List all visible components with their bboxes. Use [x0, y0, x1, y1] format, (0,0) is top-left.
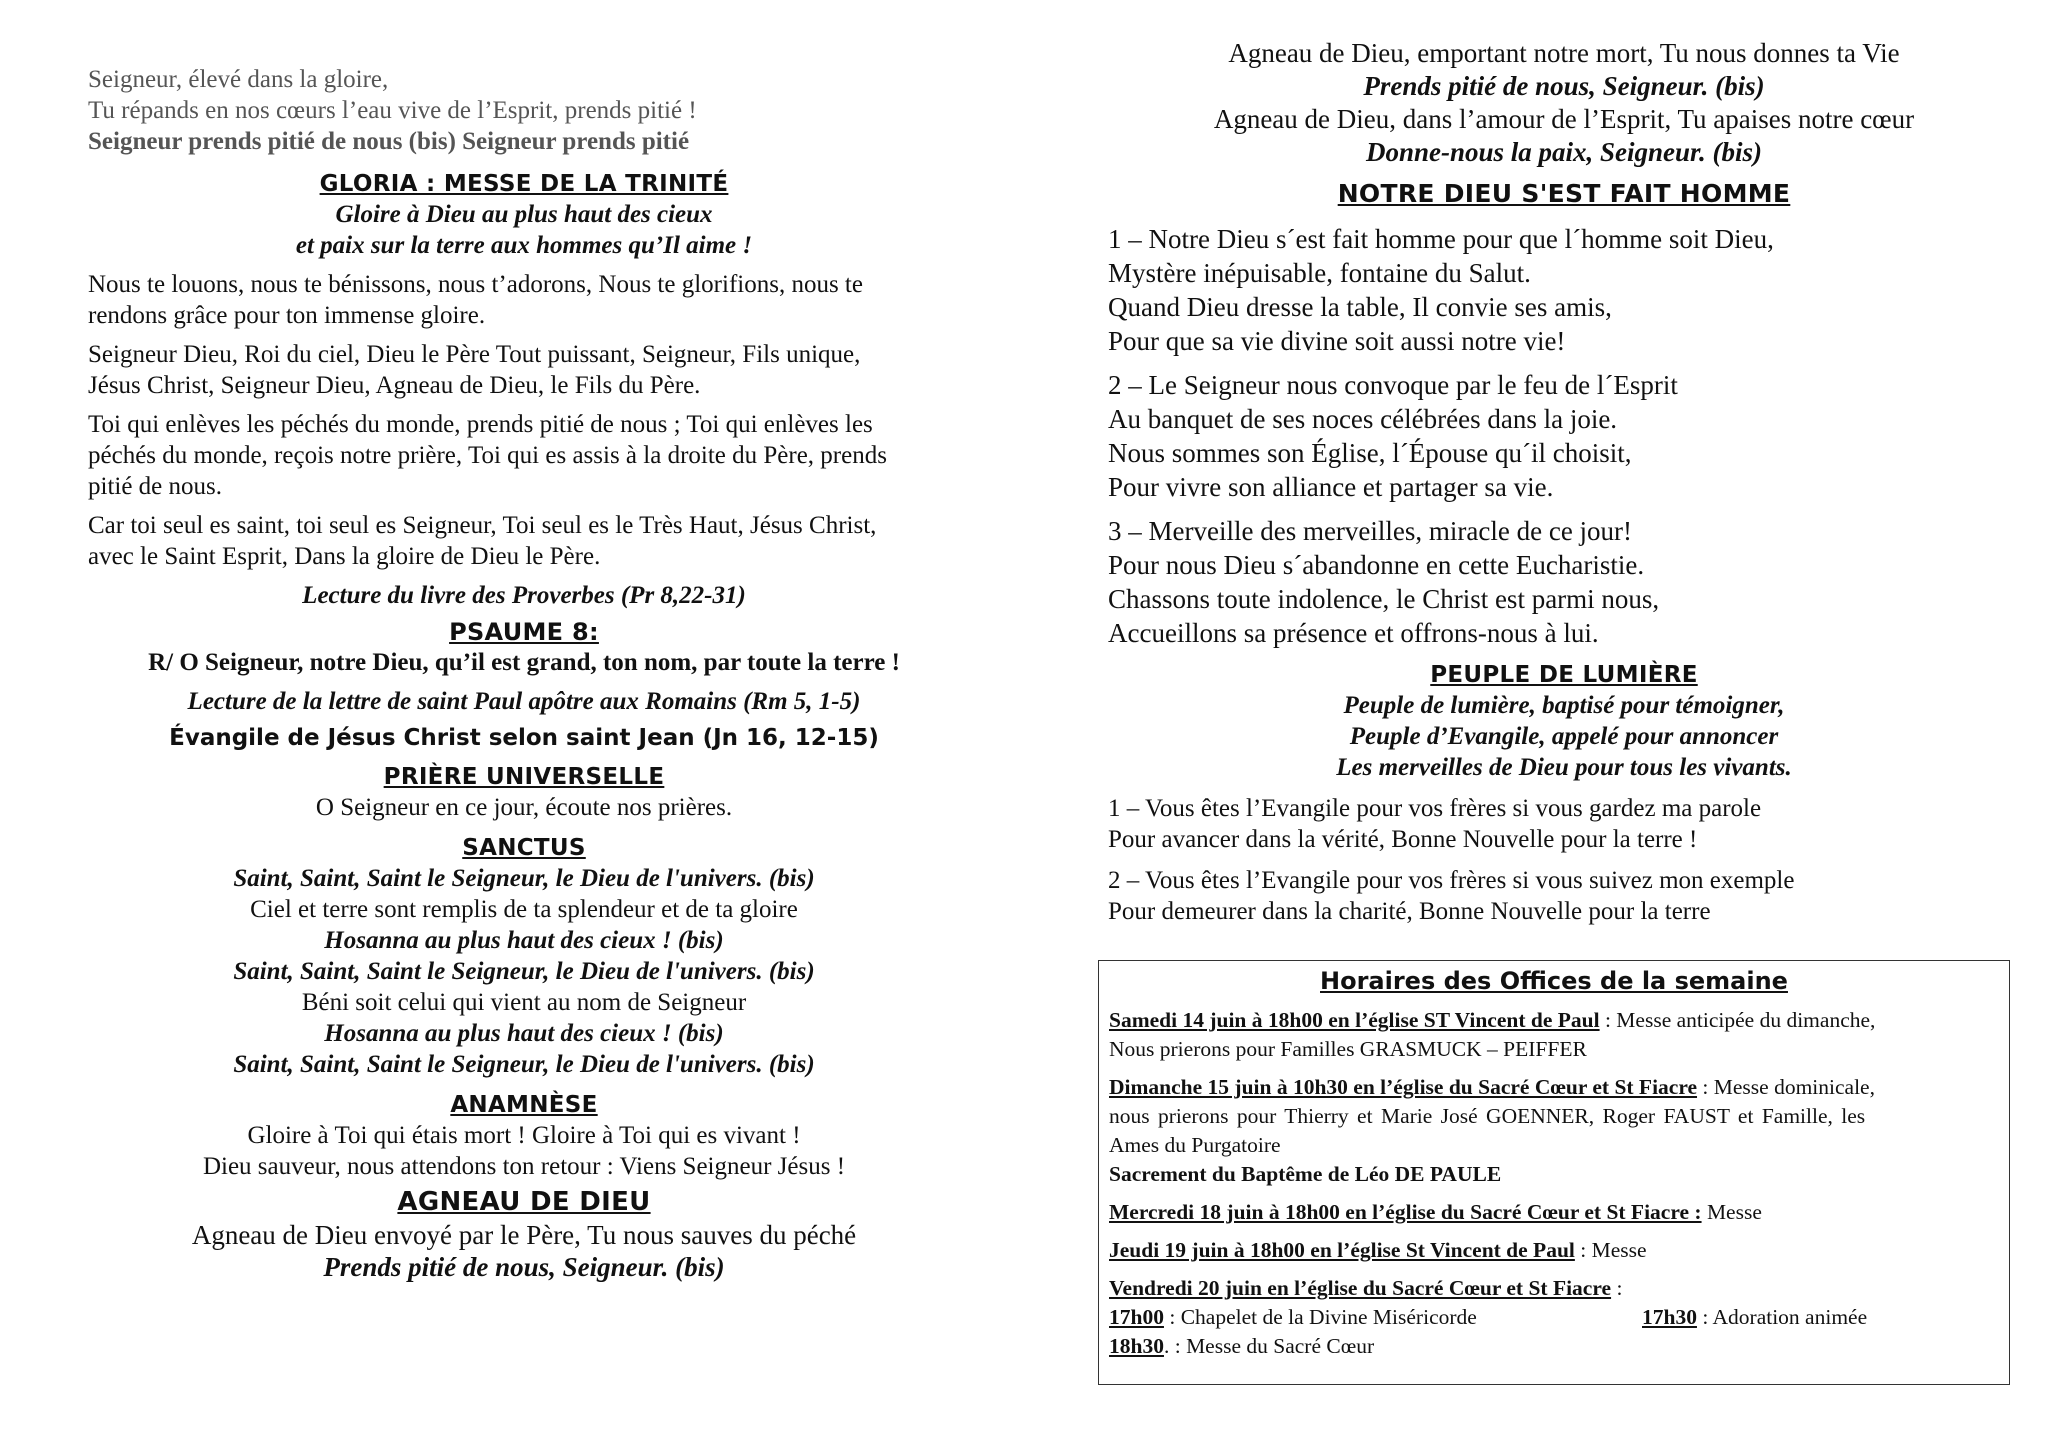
schedule-text: : Chapelet de la Divine Miséricorde [1163, 1305, 1477, 1329]
gloria-para [88, 339, 960, 401]
verse-line: 2 – Vous êtes l’Evangile pour vos frères si vous suivez mon exemple [1108, 867, 1795, 894]
anamnese-title: ANAMNÈSE [450, 1092, 598, 1118]
schedule-text: Sacrement du Baptême de Léo DE PAULE [1109, 1162, 1502, 1186]
peuple-title: PEUPLE DE LUMIÈRE [1430, 662, 1698, 688]
verse-line: Pour que sa vie divine soit aussi notre vie! [1108, 326, 1566, 356]
schedule-text: : Messe [1574, 1238, 1647, 1262]
verse-line: 3 – Merveille des merveilles, miracle de ce jour! [1108, 516, 1633, 546]
gloria-title: GLORIA : MESSE DE LA TRINITÉ [319, 171, 729, 197]
priere-title: PRIÈRE UNIVERSELLE [383, 764, 665, 790]
agneau-line: Agneau de Dieu, emportant notre mort, Tu nous donnes ta Vie [1228, 38, 1900, 68]
lecture-1: Lecture du livre des Proverbes (Pr 8,22-31) [302, 582, 746, 609]
schedule-saturday [1109, 1006, 1999, 1064]
schedule-text: : [1611, 1276, 1623, 1300]
anamnese-line: Gloire à Toi qui étais mort ! Gloire à Toi qui es vivant ! [247, 1122, 801, 1149]
verse-line: Mystère inépuisable, fontaine du Salut. [1108, 258, 1531, 288]
evangile: Évangile de Jésus Christ selon saint Jean (Jn 16, 12-15) [169, 725, 879, 751]
notre-dieu-verse-3 [1108, 514, 2020, 650]
peuple-verse-1 [1108, 793, 2020, 855]
schedule-heading: Jeudi 19 juin à 18h00 en l’église St Vincent de Paul [1109, 1238, 1575, 1262]
horaires-title: Horaires des Offices de la semaine [1320, 967, 1788, 995]
horaires-box [1098, 960, 2010, 1385]
schedule-thursday [1109, 1236, 1999, 1265]
text-line: avec le Saint Esprit, Dans la gloire de Dieu le Père. [88, 543, 601, 570]
verse-line: Quand Dieu dresse la table, Il convie ses amis, [1108, 292, 1612, 322]
verse-line: 1 – Vous êtes l’Evangile pour vos frères si vous gardez ma parole [1108, 795, 1762, 822]
gloria-para [88, 269, 960, 331]
verse-line: Pour nous Dieu s´abandonne en cette Eucharistie. [1108, 550, 1645, 580]
sanctus-line: Saint, Saint, Saint le Seigneur, le Dieu de l'univers. (bis) [233, 865, 815, 892]
verse-line: Pour avancer dans la vérité, Bonne Nouvelle pour la terre ! [1108, 826, 1698, 853]
kyrie-refrain: Seigneur prends pitié de nous (bis) Seigneur prends pitié [88, 128, 690, 155]
lecture-2: Lecture de la lettre de saint Paul apôtre aux Romains (Rm 5, 1-5) [187, 688, 861, 715]
verse-line: Chassons toute indolence, le Christ est parmi nous, [1108, 584, 1660, 614]
schedule-text: : Messe anticipée du dimanche, [1599, 1008, 1876, 1032]
agneau-line: Agneau de Dieu envoyé par le Père, Tu nous sauves du péché [191, 1220, 857, 1250]
schedule-times-row [1109, 1303, 1999, 1332]
sanctus-line: Hosanna au plus haut des cieux ! (bis) [324, 1020, 724, 1047]
agneau-line: Donne-nous la paix, Seigneur. (bis) [1365, 137, 1763, 167]
psaume-title: PSAUME 8: [449, 618, 599, 646]
gloria-para [88, 409, 960, 502]
anamnese-line: Dieu sauveur, nous attendons ton retour : Viens Seigneur Jésus ! [202, 1153, 846, 1180]
schedule-heading: Mercredi 18 juin à 18h00 en l’église du Sacré Cœur et St Fiacre : [1109, 1200, 1702, 1224]
priere-line: O Seigneur en ce jour, écoute nos prières. [315, 794, 733, 821]
agneau-line: Agneau de Dieu, dans l’amour de l’Esprit, Tu apaises notre cœur [1213, 104, 1915, 134]
peuple-verse-2 [1108, 865, 2020, 927]
left-column [88, 0, 960, 1282]
schedule-text: : Adoration animée [1696, 1305, 1868, 1329]
gloria-refrain: Gloire à Dieu au plus haut des cieux [335, 201, 713, 228]
sanctus-line: Saint, Saint, Saint le Seigneur, le Dieu de l'univers. (bis) [233, 958, 815, 985]
kyrie-block [88, 64, 960, 157]
notre-dieu-verse-2 [1108, 368, 2020, 504]
kyrie-line: Seigneur, élevé dans la gloire, [88, 66, 389, 93]
schedule-text: Ames du Purgatoire [1109, 1133, 1281, 1157]
schedule-time: 17h00 [1109, 1305, 1164, 1329]
sanctus-title: SANCTUS [462, 835, 586, 861]
schedule-time: 17h30 [1642, 1305, 1697, 1329]
verse-line: 2 – Le Seigneur nous convoque par le feu de l´Esprit [1108, 370, 1678, 400]
schedule-text: Nous prierons pour Familles GRASMUCK – PEIFFER [1109, 1037, 1587, 1061]
gloria-refrain: et paix sur la terre aux hommes qu’Il aime ! [295, 232, 753, 259]
notre-dieu-title: NOTRE DIEU S'EST FAIT HOMME [1337, 179, 1791, 208]
agneau-line: Prends pitié de nous, Seigneur. (bis) [1363, 71, 1765, 101]
schedule-friday [1109, 1274, 1999, 1361]
agneau-continued [1108, 36, 2020, 168]
text-line: Nous te louons, nous te bénissons, nous t’adorons, Nous te glorifions, nous te [88, 271, 863, 298]
agneau-title: AGNEAU DE DIEU [397, 1187, 651, 1217]
gloria-para [88, 510, 960, 572]
schedule-heading: Vendredi 20 juin en l’église du Sacré Cœur et St Fiacre [1109, 1276, 1612, 1300]
schedule-text: : Messe dominicale, [1697, 1075, 1875, 1099]
peuple-refrain: Peuple d’Evangile, appelé pour annoncer [1349, 723, 1779, 750]
schedule-sunday [1109, 1073, 1999, 1189]
verse-line: Nous sommes son Église, l´Épouse qu´il choisit, [1108, 438, 1632, 468]
sanctus-line: Béni soit celui qui vient au nom de Seigneur [301, 989, 747, 1016]
sanctus-line: Ciel et terre sont remplis de ta splendeur et de ta gloire [250, 896, 798, 923]
verse-line: Pour demeurer dans la charité, Bonne Nouvelle pour la terre [1108, 898, 1711, 925]
text-line: rendons grâce pour ton immense gloire. [88, 302, 486, 329]
schedule-wednesday [1109, 1198, 1999, 1227]
text-line: Car toi seul es saint, toi seul es Seigneur, Toi seul es le Très Haut, Jésus Christ, [88, 512, 877, 539]
text-line: Jésus Christ, Seigneur Dieu, Agneau de Dieu, le Fils du Père. [88, 372, 701, 399]
agneau-line: Prends pitié de nous, Seigneur. (bis) [323, 1252, 725, 1282]
schedule-heading: Dimanche 15 juin à 10h30 en l’église du Sacré Cœur et St Fiacre [1109, 1075, 1698, 1099]
schedule-text: . : Messe du Sacré Cœur [1163, 1334, 1375, 1358]
right-column [1108, 0, 2020, 927]
text-line: Toi qui enlèves les péchés du monde, prends pitié de nous ; Toi qui enlèves les [88, 411, 873, 438]
verse-line: Accueillons sa présence et offrons-nous à lui. [1108, 618, 1599, 648]
text-line: pitié de nous. [88, 473, 223, 500]
schedule-heading: Samedi 14 juin à 18h00 en l’église ST Vincent de Paul [1109, 1008, 1600, 1032]
verse-line: Au banquet de ses noces célébrées dans la joie. [1108, 404, 1618, 434]
schedule-text: Messe [1701, 1200, 1762, 1224]
psaume-refrain: R/ O Seigneur, notre Dieu, qu’il est grand, ton nom, par toute la terre ! [148, 649, 900, 676]
peuple-refrain: Les merveilles de Dieu pour tous les vivants. [1336, 754, 1792, 781]
schedule-text: nous prierons pour Thierry et Marie José GOENNER, Roger FAUST et Famille, les [1109, 1104, 1866, 1128]
sanctus-line: Hosanna au plus haut des cieux ! (bis) [324, 927, 724, 954]
sanctus-line: Saint, Saint, Saint le Seigneur, le Dieu de l'univers. (bis) [233, 1051, 815, 1078]
notre-dieu-verse-1 [1108, 222, 2020, 358]
kyrie-line: Tu répands en nos cœurs l’eau vive de l’Esprit, prends pitié ! [88, 97, 697, 124]
peuple-refrain: Peuple de lumière, baptisé pour témoigner, [1343, 692, 1785, 719]
schedule-time: 18h30 [1109, 1334, 1164, 1358]
text-line: Seigneur Dieu, Roi du ciel, Dieu le Père Tout puissant, Seigneur, Fils unique, [88, 341, 861, 368]
verse-line: Pour vivre son alliance et partager sa vie. [1108, 472, 1554, 502]
text-line: péchés du monde, reçois notre prière, Toi qui es assis à la droite du Père, prends [88, 442, 887, 469]
verse-line: 1 – Notre Dieu s´est fait homme pour que l´homme soit Dieu, [1108, 224, 1774, 254]
